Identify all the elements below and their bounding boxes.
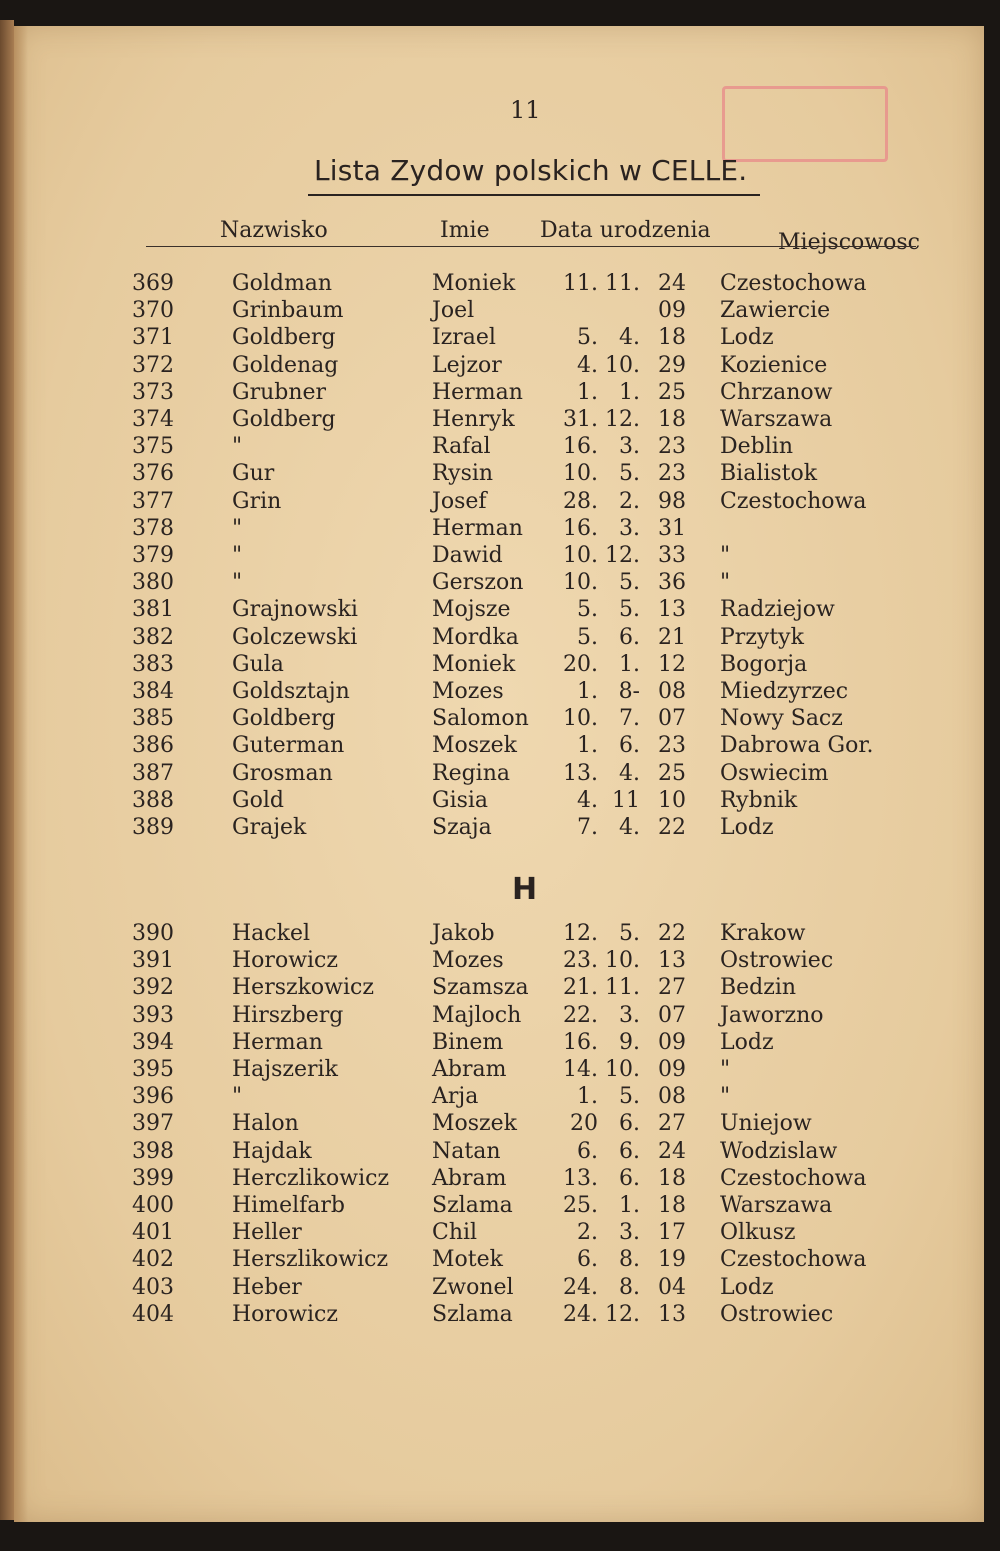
row-number: 369 <box>132 271 174 296</box>
row-place: Radziejow <box>720 597 835 623</box>
row-number: 394 <box>132 1029 174 1055</box>
row-first-name: Zwonel <box>432 1274 514 1300</box>
row-first-name: Szlama <box>432 1301 513 1327</box>
row-birth-month: 10. <box>605 948 640 974</box>
row-surname: Gold <box>232 787 284 813</box>
row-first-name: Natan <box>432 1138 501 1164</box>
row-surname: Himelfarb <box>232 1193 345 1218</box>
header-surname: Nazwisko <box>220 218 328 243</box>
row-surname: Herszlikowicz <box>232 1247 389 1273</box>
row-first-name: Abram <box>432 1057 507 1082</box>
row-birth-month: 4. <box>619 815 640 840</box>
row-surname: Horowicz <box>232 948 338 974</box>
page-title: Lista Zydow polskich w CELLE. <box>314 154 748 187</box>
row-first-name: Josef <box>432 488 487 514</box>
row-place: Rybnik <box>720 787 798 813</box>
row-first-name: Moniek <box>432 651 516 677</box>
row-birth-month: 5. <box>619 1084 640 1110</box>
row-place: Warszawa <box>720 1193 833 1218</box>
row-number: 399 <box>132 1165 174 1191</box>
row-number: 377 <box>132 488 174 514</box>
row-place: Krakow <box>720 921 806 946</box>
row-place: Warszawa <box>720 407 833 432</box>
table-row <box>14 1246 984 1273</box>
row-surname: Grajnowski <box>232 597 358 623</box>
row-first-name: Herman <box>432 515 523 541</box>
row-birth-year: 07 <box>658 1002 686 1028</box>
row-birth-day: 5. <box>577 597 598 623</box>
table-row <box>14 352 984 379</box>
table-row <box>14 760 984 787</box>
row-birth-month: 9. <box>619 1029 640 1055</box>
table-row <box>14 947 984 974</box>
row-surname: Goldberg <box>232 706 336 732</box>
row-birth-day: 20 <box>570 1111 598 1137</box>
row-birth-year: 22 <box>658 921 686 946</box>
table-row <box>14 1110 984 1137</box>
row-number: 395 <box>132 1057 174 1082</box>
row-birth-day: 21. <box>563 975 598 1001</box>
row-birth-day: 4. <box>577 787 598 813</box>
row-birth-month: 1. <box>619 379 640 405</box>
row-first-name: Lejzor <box>432 352 502 378</box>
row-place: Lodz <box>720 1274 774 1300</box>
row-number: 372 <box>132 352 174 378</box>
row-first-name: Szaja <box>432 815 492 840</box>
row-number: 389 <box>132 815 174 840</box>
row-surname: " <box>232 434 243 460</box>
row-number: 383 <box>132 651 174 677</box>
row-birth-month: 3. <box>619 515 640 541</box>
row-first-name: Rysin <box>432 461 494 487</box>
row-number: 397 <box>132 1111 174 1137</box>
row-place: Zawiercie <box>720 298 831 324</box>
row-first-name: Joel <box>432 298 475 324</box>
previous-page-edge <box>0 20 14 1520</box>
row-birth-month: 12. <box>605 543 640 568</box>
row-birth-day: 14. <box>563 1057 598 1082</box>
row-birth-month: 11 <box>612 787 640 813</box>
table-row <box>14 569 984 596</box>
row-birth-year: 08 <box>658 679 686 704</box>
row-place: Lodz <box>720 815 774 840</box>
row-first-name: Moniek <box>432 271 516 296</box>
row-birth-month: 6. <box>619 1111 640 1137</box>
row-birth-year: 18 <box>658 325 686 351</box>
row-place: Jaworzno <box>720 1002 824 1028</box>
row-birth-year: 09 <box>658 298 686 324</box>
row-birth-month: 11. <box>605 271 640 296</box>
row-place: Czestochowa <box>720 1165 867 1191</box>
row-birth-month: 12. <box>605 1301 640 1327</box>
row-birth-year: 31 <box>658 515 686 541</box>
row-place: " <box>720 543 731 568</box>
row-birth-year: 23 <box>658 434 686 460</box>
row-birth-year: 04 <box>658 1274 686 1300</box>
row-first-name: Jakob <box>432 921 495 946</box>
row-first-name: Abram <box>432 1165 507 1191</box>
row-birth-day: 4. <box>577 352 598 378</box>
row-birth-year: 27 <box>658 975 686 1001</box>
row-first-name: Chil <box>432 1220 478 1246</box>
row-number: 393 <box>132 1002 174 1028</box>
table-row <box>14 1301 984 1328</box>
row-birth-day: 1. <box>577 733 598 759</box>
row-place: Przytyk <box>720 624 804 650</box>
row-place: " <box>720 1057 731 1082</box>
row-birth-month: 6. <box>619 1138 640 1164</box>
row-number: 384 <box>132 679 174 704</box>
row-birth-day: 24. <box>563 1274 598 1300</box>
row-surname: Grinbaum <box>232 298 344 324</box>
row-birth-day: 5. <box>577 624 598 650</box>
row-number: 382 <box>132 624 174 650</box>
row-number: 402 <box>132 1247 174 1273</box>
header-birth-date: Data urodzenia <box>540 218 711 243</box>
row-number: 376 <box>132 461 174 487</box>
table-row <box>14 433 984 460</box>
row-number: 381 <box>132 597 174 623</box>
row-first-name: Henryk <box>432 407 515 432</box>
row-first-name: Szamsza <box>432 975 529 1001</box>
row-birth-day: 10. <box>563 706 598 732</box>
row-birth-year: 23 <box>658 733 686 759</box>
table-row <box>14 297 984 324</box>
row-first-name: Mozes <box>432 948 504 974</box>
row-birth-day: 31. <box>563 407 598 432</box>
row-birth-year: 13 <box>658 597 686 623</box>
row-birth-day: 10. <box>563 543 598 568</box>
row-birth-month: 5. <box>619 570 640 596</box>
row-birth-year: 22 <box>658 815 686 840</box>
row-place: Oswiecim <box>720 760 829 786</box>
table-row <box>14 1029 984 1056</box>
row-first-name: Motek <box>432 1247 503 1273</box>
row-birth-year: 18 <box>658 1193 686 1218</box>
row-surname: Golczewski <box>232 624 358 650</box>
row-place: Czestochowa <box>720 1247 867 1273</box>
page-number: 11 <box>510 96 541 124</box>
row-first-name: Regina <box>432 760 510 786</box>
row-place: Kozienice <box>720 352 828 378</box>
row-surname: " <box>232 543 243 568</box>
row-birth-day: 25. <box>563 1193 598 1218</box>
row-number: 385 <box>132 706 174 732</box>
row-surname: Hajdak <box>232 1138 312 1164</box>
row-number: 400 <box>132 1193 174 1218</box>
table-row <box>14 1165 984 1192</box>
row-surname: Gula <box>232 651 284 677</box>
archive-stamp <box>722 86 888 162</box>
row-birth-year: 33 <box>658 543 686 568</box>
row-surname: " <box>232 570 243 596</box>
row-number: 373 <box>132 379 174 405</box>
row-first-name: Dawid <box>432 543 503 568</box>
row-birth-year: 19 <box>658 1247 686 1273</box>
header-rule <box>146 246 916 247</box>
table-row <box>14 1274 984 1301</box>
row-first-name: Izrael <box>432 325 496 351</box>
row-number: 404 <box>132 1301 174 1327</box>
row-place: " <box>720 570 731 596</box>
row-birth-day: 1. <box>577 679 598 704</box>
row-birth-month: 3. <box>619 434 640 460</box>
row-birth-year: 24 <box>658 271 686 296</box>
row-surname: Grosman <box>232 760 333 786</box>
row-birth-month: 3. <box>619 1220 640 1246</box>
row-birth-month: 2. <box>619 488 640 514</box>
row-surname: Horowicz <box>232 1301 338 1327</box>
row-birth-month: 5. <box>619 597 640 623</box>
row-birth-year: 25 <box>658 760 686 786</box>
row-birth-month: 12. <box>605 407 640 432</box>
row-surname: " <box>232 1084 243 1110</box>
row-birth-year: 36 <box>658 570 686 596</box>
row-birth-month: 10. <box>605 352 640 378</box>
table-row <box>14 651 984 678</box>
row-first-name: Salomon <box>432 706 529 732</box>
row-first-name: Binem <box>432 1029 504 1055</box>
row-number: 388 <box>132 787 174 813</box>
row-birth-year: 07 <box>658 706 686 732</box>
row-number: 371 <box>132 325 174 351</box>
row-birth-day: 13. <box>563 1165 598 1191</box>
row-surname: Goldenag <box>232 352 339 378</box>
row-surname: Heller <box>232 1220 302 1246</box>
row-birth-year: 09 <box>658 1057 686 1082</box>
title-underline <box>308 194 760 196</box>
row-place: Chrzanow <box>720 379 833 405</box>
row-place: Czestochowa <box>720 488 867 514</box>
row-birth-year: 17 <box>658 1220 686 1246</box>
row-birth-month: 6. <box>619 624 640 650</box>
table-row <box>14 787 984 814</box>
row-birth-month: 6. <box>619 733 640 759</box>
row-birth-year: 98 <box>658 488 686 514</box>
row-birth-year: 18 <box>658 1165 686 1191</box>
row-birth-day: 11. <box>563 271 598 296</box>
row-number: 374 <box>132 407 174 432</box>
row-birth-year: 25 <box>658 379 686 405</box>
row-number: 396 <box>132 1084 174 1110</box>
table-row <box>14 515 984 542</box>
row-surname: Hirszberg <box>232 1002 344 1028</box>
row-number: 403 <box>132 1274 174 1300</box>
table-row <box>14 974 984 1001</box>
row-first-name: Gerszon <box>432 570 524 596</box>
row-birth-day: 24. <box>563 1301 598 1327</box>
row-birth-year: 10 <box>658 787 686 813</box>
row-birth-month: 8. <box>619 1274 640 1300</box>
table-row <box>14 542 984 569</box>
row-first-name: Herman <box>432 379 523 405</box>
row-birth-year: 13 <box>658 948 686 974</box>
table-row <box>14 705 984 732</box>
row-birth-year: 13 <box>658 1301 686 1327</box>
table-row <box>14 678 984 705</box>
row-surname: Gur <box>232 461 275 487</box>
row-birth-day: 13. <box>563 760 598 786</box>
row-birth-year: 24 <box>658 1138 686 1164</box>
row-place: Bogorja <box>720 651 808 677</box>
row-place: Miedzyrzec <box>720 679 849 704</box>
document-page <box>14 26 984 1522</box>
row-surname: Grin <box>232 488 282 514</box>
row-surname: Guterman <box>232 733 345 759</box>
table-row <box>14 1083 984 1110</box>
row-birth-year: 09 <box>658 1029 686 1055</box>
row-surname: Goldberg <box>232 325 336 351</box>
row-birth-day: 16. <box>563 434 598 460</box>
row-first-name: Arja <box>432 1084 479 1110</box>
row-birth-month: 4. <box>619 325 640 351</box>
row-place: Ostrowiec <box>720 948 834 974</box>
row-surname: Halon <box>232 1111 299 1137</box>
table-row <box>14 1219 984 1246</box>
row-birth-year: 27 <box>658 1111 686 1137</box>
table-row <box>14 920 984 947</box>
row-number: 380 <box>132 570 174 596</box>
row-birth-day: 10. <box>563 570 598 596</box>
row-birth-month: 6. <box>619 1165 640 1191</box>
header-name: Imie <box>440 218 490 243</box>
row-birth-month: 5. <box>619 921 640 946</box>
table-row <box>14 406 984 433</box>
row-number: 386 <box>132 733 174 759</box>
row-birth-day: 7. <box>577 815 598 840</box>
table-row <box>14 488 984 515</box>
row-surname: Grubner <box>232 379 327 405</box>
row-place: Lodz <box>720 1029 774 1055</box>
row-birth-month: 10. <box>605 1057 640 1082</box>
row-birth-month: 8- <box>618 679 640 704</box>
row-place: Deblin <box>720 434 793 460</box>
row-birth-day: 22. <box>563 1002 598 1028</box>
row-surname: Heber <box>232 1274 302 1300</box>
row-first-name: Mozes <box>432 679 504 704</box>
row-surname: Goldman <box>232 271 333 296</box>
row-birth-month: 8. <box>619 1247 640 1273</box>
row-first-name: Gisia <box>432 787 489 813</box>
row-first-name: Moszek <box>432 733 518 759</box>
row-birth-day: 28. <box>563 488 598 514</box>
row-number: 391 <box>132 948 174 974</box>
row-birth-day: 2. <box>577 1220 598 1246</box>
section-letter-h: H <box>512 872 538 907</box>
row-birth-month: 1. <box>619 651 640 677</box>
row-birth-day: 20. <box>563 651 598 677</box>
row-surname: Grajek <box>232 815 307 840</box>
row-birth-year: 21 <box>658 624 686 650</box>
row-surname: Goldsztajn <box>232 679 350 704</box>
row-birth-day: 5. <box>577 325 598 351</box>
row-birth-month: 5. <box>619 461 640 487</box>
row-surname: Goldberg <box>232 407 336 432</box>
row-number: 392 <box>132 975 174 1001</box>
row-first-name: Szlama <box>432 1193 513 1218</box>
table-row <box>14 379 984 406</box>
row-first-name: Mordka <box>432 624 519 650</box>
row-birth-month: 7. <box>619 706 640 732</box>
row-surname: Herszkowicz <box>232 975 374 1001</box>
table-row <box>14 732 984 759</box>
row-number: 390 <box>132 921 174 946</box>
row-first-name: Mojsze <box>432 597 511 623</box>
row-number: 378 <box>132 515 174 541</box>
table-row <box>14 324 984 351</box>
row-birth-day: 16. <box>563 515 598 541</box>
row-birth-month: 11. <box>605 975 640 1001</box>
row-number: 401 <box>132 1220 174 1246</box>
row-number: 370 <box>132 298 174 324</box>
row-surname: Hajszerik <box>232 1057 338 1082</box>
row-birth-day: 6. <box>577 1247 598 1273</box>
row-birth-month: 1. <box>619 1193 640 1218</box>
table-row <box>14 1002 984 1029</box>
table-row <box>14 1056 984 1083</box>
row-surname: Herczlikowicz <box>232 1165 390 1191</box>
row-birth-day: 16. <box>563 1029 598 1055</box>
row-birth-year: 08 <box>658 1084 686 1110</box>
row-place: Bialistok <box>720 461 818 487</box>
row-birth-year: 23 <box>658 461 686 487</box>
row-place: Lodz <box>720 325 774 351</box>
row-birth-day: 1. <box>577 1084 598 1110</box>
row-surname: Hackel <box>232 921 311 946</box>
row-place: Ostrowiec <box>720 1301 834 1327</box>
row-first-name: Majloch <box>432 1002 522 1028</box>
row-place: Bedzin <box>720 975 797 1001</box>
row-number: 375 <box>132 434 174 460</box>
row-place: Czestochowa <box>720 271 867 296</box>
row-first-name: Moszek <box>432 1111 518 1137</box>
row-number: 387 <box>132 760 174 786</box>
row-surname: Herman <box>232 1029 323 1055</box>
row-birth-day: 10. <box>563 461 598 487</box>
row-birth-year: 29 <box>658 352 686 378</box>
row-place: " <box>720 1084 731 1110</box>
row-birth-year: 12 <box>658 651 686 677</box>
row-birth-day: 12. <box>563 921 598 946</box>
row-first-name: Rafal <box>432 434 491 460</box>
row-birth-year: 18 <box>658 407 686 432</box>
row-surname: " <box>232 515 243 541</box>
table-row <box>14 1138 984 1165</box>
row-place: Nowy Sacz <box>720 706 843 732</box>
row-place: Dabrowa Gor. <box>720 733 874 759</box>
table-row <box>14 1192 984 1219</box>
header-place: Miejscowosc <box>778 230 920 255</box>
row-birth-day: 6. <box>577 1138 598 1164</box>
table-row <box>14 460 984 487</box>
row-place: Wodzislaw <box>720 1138 838 1164</box>
row-birth-day: 23. <box>563 948 598 974</box>
row-birth-month: 3. <box>619 1002 640 1028</box>
row-birth-day: 1. <box>577 379 598 405</box>
table-row <box>14 814 984 841</box>
row-number: 379 <box>132 543 174 568</box>
table-row <box>14 624 984 651</box>
row-place: Olkusz <box>720 1220 796 1246</box>
table-row <box>14 596 984 623</box>
row-birth-month: 4. <box>619 760 640 786</box>
row-place: Uniejow <box>720 1111 812 1137</box>
table-row <box>14 270 984 297</box>
row-number: 398 <box>132 1138 174 1164</box>
